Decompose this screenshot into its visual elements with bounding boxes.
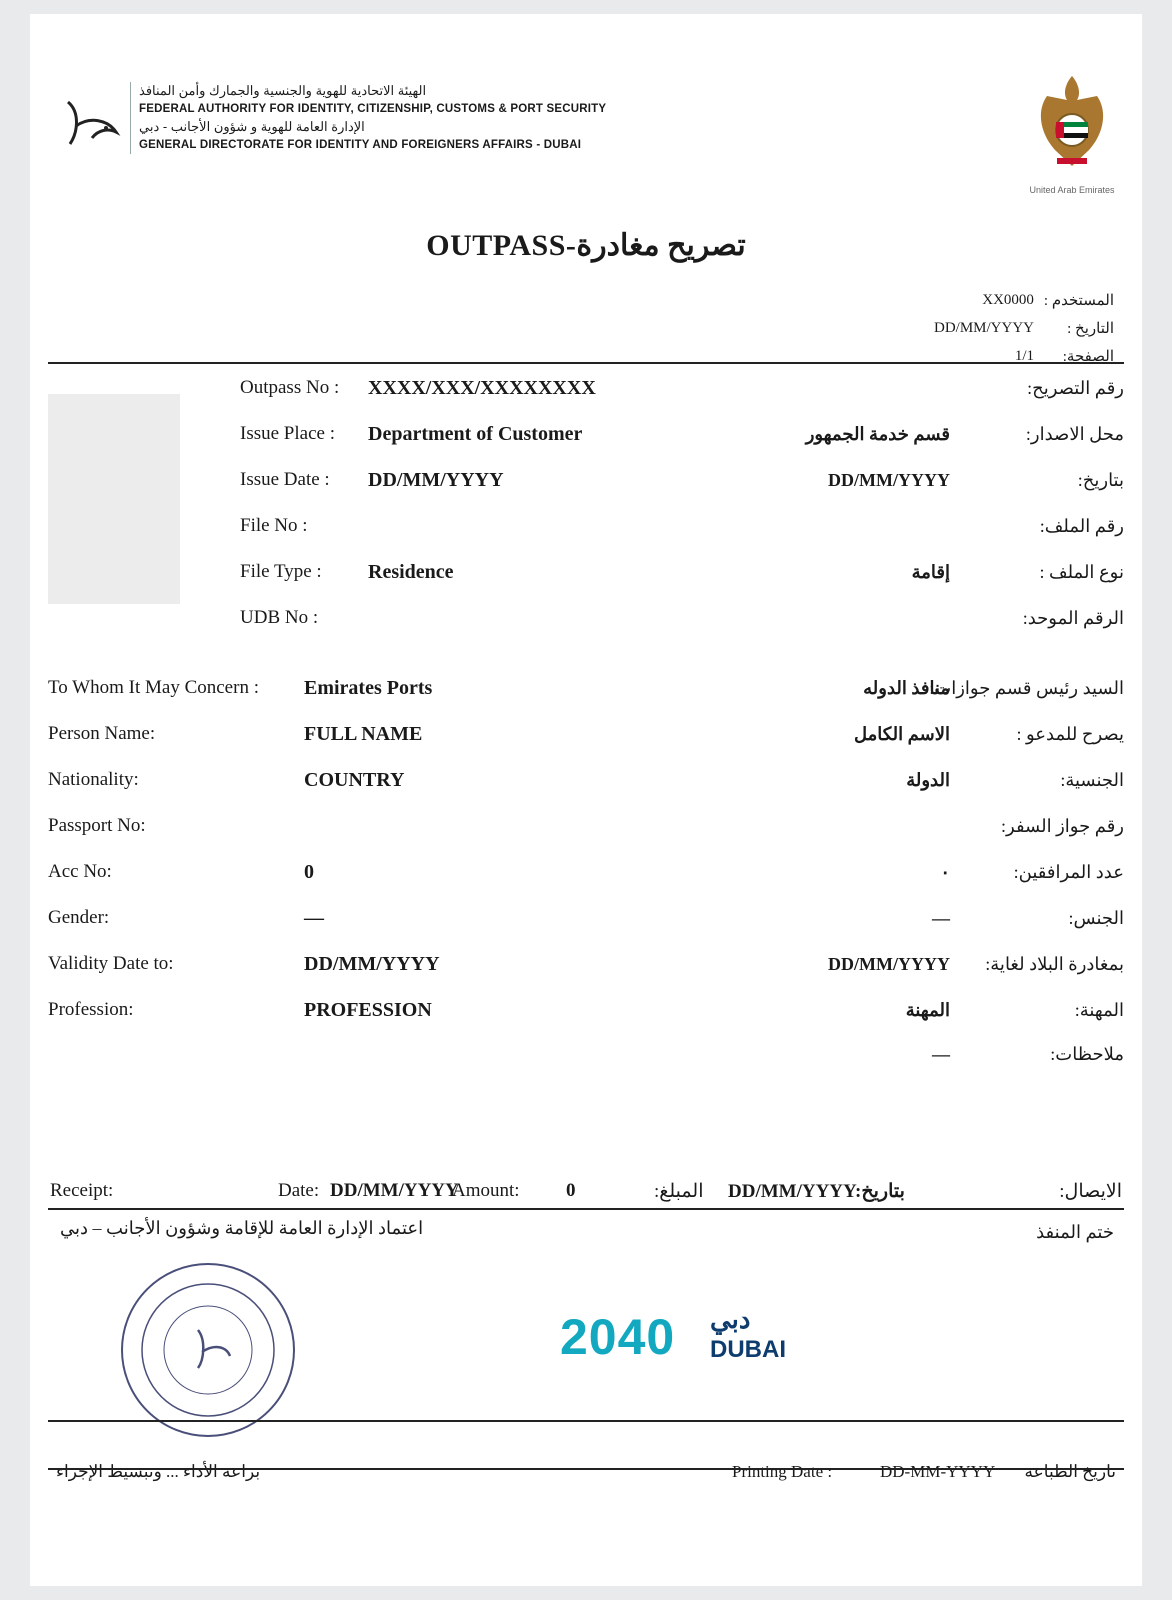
field-label-en: Outpass No :	[240, 377, 340, 398]
printing-date-ar-label: تاريخ الطباعة	[1024, 1462, 1116, 1481]
receipt-label: Receipt:	[50, 1180, 114, 1201]
field-label-en: File Type :	[240, 561, 322, 582]
field-label-en: Validity Date to:	[48, 953, 174, 974]
receipt-amount-value: 0	[566, 1180, 576, 1201]
directorate-name-ar: الإدارة العامة للهوية و شؤون الأجانب - دبي	[139, 119, 365, 134]
field-label-en: File No :	[240, 515, 308, 536]
port-stamp-label: ختم المنفذ	[1036, 1222, 1114, 1242]
field-label-ar: السيد رئيس قسم جوازات:	[929, 678, 1124, 698]
field-value-en: Department of Customer	[368, 423, 583, 445]
field-value-ar: المهنة	[905, 1000, 950, 1020]
receipt-ar-label: الايصال:	[1059, 1181, 1122, 1202]
field-label-ar: بمغادرة البلاد لغاية:	[985, 954, 1124, 974]
field-label-ar: بتاريخ:	[1077, 470, 1124, 490]
field-label-en: Passport No:	[48, 815, 146, 836]
approval-text: اعتماد الإدارة العامة للإقامة وشؤون الأجانب – دبي	[60, 1218, 424, 1238]
meta-user-label: المستخدم :	[1043, 292, 1114, 309]
meta-date-value: DD/MM/YYYY	[933, 319, 1034, 336]
field-value-ar: DD/MM/YYYY	[828, 470, 950, 490]
field-label-ar: يصرح للمدعو :	[1016, 724, 1124, 744]
field-label-en: Issue Place :	[240, 423, 335, 444]
footer-top-divider	[48, 1420, 1124, 1422]
field-value-en: Residence	[368, 561, 454, 583]
field-label-ar: رقم جواز السفر:	[1001, 816, 1124, 836]
document-sheet	[30, 14, 1142, 1586]
field-value-en: XXXX/XXX/XXXXXXXX	[368, 377, 596, 399]
brand-dubai-ar: دبي	[710, 1304, 751, 1334]
field-label-ar: الجنس:	[1068, 908, 1124, 928]
emblem-caption: United Arab Emirates	[1029, 185, 1115, 195]
field-label-ar: الرقم الموحد:	[1022, 608, 1124, 628]
field-label-en: Profession:	[48, 999, 134, 1020]
field-value-ar: ٠	[940, 862, 950, 882]
authority-header	[50, 82, 607, 182]
footer-bottom-divider	[48, 1468, 1124, 1470]
printing-date-label: Printing Date :	[732, 1462, 833, 1481]
meta-user-row	[914, 286, 1114, 314]
falcon-emblem-icon	[1027, 70, 1117, 180]
receipt-amount-label: Amount:	[452, 1180, 520, 1201]
receipt-date-value: DD/MM/YYYY	[330, 1180, 459, 1201]
field-value-en: DD/MM/YYYY	[368, 469, 504, 491]
receipt-date-label: Date:	[278, 1180, 320, 1201]
field-label-en: To Whom It May Concern :	[48, 677, 259, 698]
photo-placeholder	[48, 394, 180, 604]
field-label-en: UDB No :	[240, 607, 319, 628]
field-label-ar: عدد المرافقين:	[1013, 862, 1124, 882]
receipt-divider	[48, 1208, 1124, 1210]
meta-user-value: XX0000	[982, 291, 1034, 308]
field-label-ar: الجنسية:	[1060, 770, 1124, 790]
footer	[48, 1454, 1124, 1494]
receipt-row	[50, 1180, 1122, 1210]
remarks-label: ملاحظات:	[1050, 1044, 1124, 1064]
directorate-name-en: GENERAL DIRECTORATE FOR IDENTITY AND FOREIGNERS AFFAIRS - DUBAI	[139, 139, 582, 151]
field-label-ar: رقم التصريح:	[1027, 378, 1124, 398]
field-label-en: Person Name:	[48, 723, 156, 744]
brand-dubai-en: DUBAI	[710, 1336, 786, 1363]
meta-page-row	[914, 342, 1114, 370]
field-value-ar: DD/MM/YYYY	[828, 954, 950, 974]
header-divider	[48, 362, 1124, 364]
falcon-logo-icon	[50, 92, 122, 164]
meta-page-label: الصفحة:	[1062, 348, 1114, 365]
authority-name-ar: الهيئة الاتحادية للهوية والجنسية والجمارك وأمن المنافذ	[139, 83, 427, 98]
field-label-ar: المهنة:	[1074, 1000, 1124, 1020]
field-value-ar: قسم خدمة الجمهور	[805, 424, 950, 444]
field-label-ar: نوع الملف :	[1039, 562, 1124, 582]
receipt-date-ar: DD/MM/YYYY:بتاريخ	[728, 1181, 905, 1202]
remarks-value: —	[932, 1044, 950, 1064]
field-value-ar: الاسم الكامل	[853, 724, 950, 744]
document-title: OUTPASS-تصريح مغادرة	[426, 229, 746, 262]
field-value-en: COUNTRY	[304, 769, 405, 791]
receipt-amount-ar-label: المبلغ:	[654, 1181, 704, 1202]
meta-date-label: التاريخ :	[1067, 320, 1114, 337]
field-value-ar: إقامة	[911, 562, 950, 582]
field-value-ar: منافذ الدوله	[863, 678, 950, 698]
field-value-en: Emirates Ports	[304, 677, 433, 699]
field-value-ar: —	[932, 908, 950, 928]
field-value-ar: الدولة	[906, 770, 950, 790]
field-label-en: Gender:	[48, 907, 110, 928]
field-label-ar: رقم الملف:	[1039, 516, 1124, 536]
authority-name-en: FEDERAL AUTHORITY FOR IDENTITY, CITIZENSHIP, CUSTOMS & PORT SECURITY	[139, 103, 607, 115]
field-label-ar: محل الاصدار:	[1025, 424, 1124, 444]
meta-block	[914, 286, 1114, 370]
field-value-en: PROFESSION	[304, 999, 432, 1021]
meta-page-value: 1/1	[1014, 347, 1034, 364]
meta-date-row	[914, 314, 1114, 342]
field-label-en: Nationality:	[48, 769, 139, 790]
field-label-en: Issue Date :	[240, 469, 330, 490]
field-value-en: 0	[304, 861, 314, 883]
field-value-en: —	[304, 907, 324, 929]
field-label-en: Acc No:	[48, 861, 112, 882]
brand-2040-number: 2040	[560, 1309, 676, 1365]
dubai-2040-logo	[560, 1304, 800, 1374]
field-value-en: FULL NAME	[304, 723, 423, 745]
uae-emblem	[1022, 70, 1122, 200]
printing-date-value: DD-MM-YYYY	[880, 1462, 996, 1481]
field-value-en: DD/MM/YYYY	[304, 953, 440, 975]
official-seal-icon	[118, 1260, 298, 1440]
footer-slogan: براعة الأداء ... وتبسيط الإجراء	[56, 1462, 261, 1481]
